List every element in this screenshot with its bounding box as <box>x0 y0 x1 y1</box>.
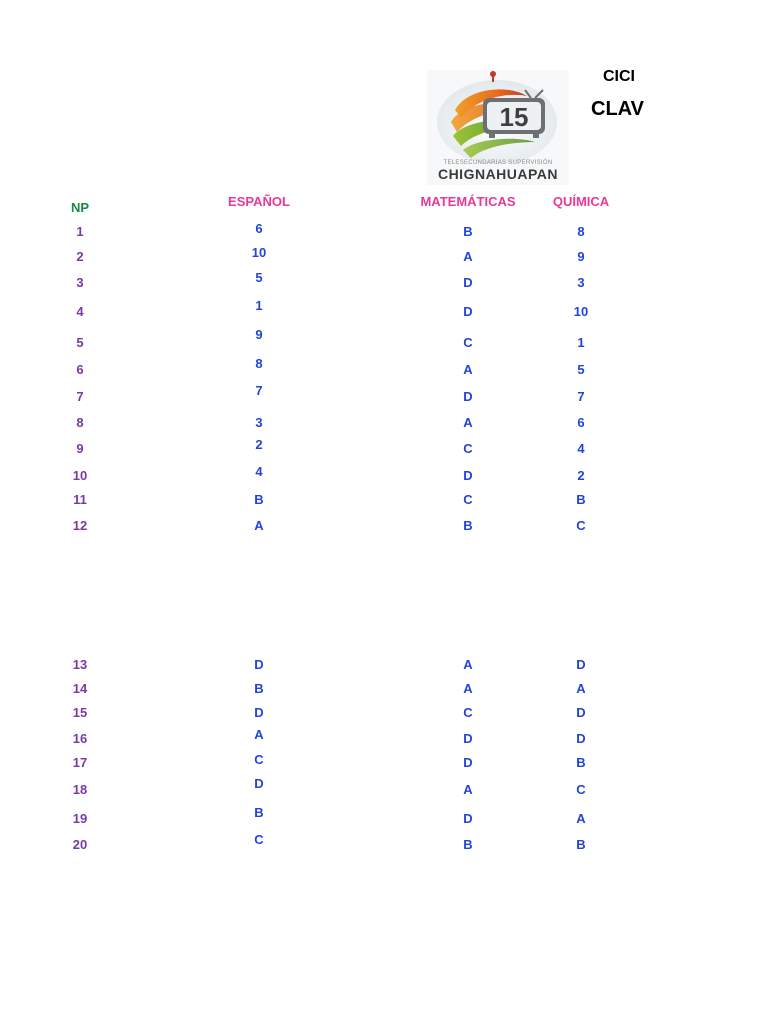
espanol-answer: C <box>254 832 264 847</box>
espanol-answer: 7 <box>255 383 263 398</box>
quimica-answer: C <box>576 782 586 797</box>
quimica-answer: C <box>576 518 586 533</box>
quimica-answer: 8 <box>577 224 585 239</box>
row-number: 6 <box>76 362 84 377</box>
matematicas-answer: A <box>463 657 473 672</box>
title-clave: CLAV <box>591 98 644 120</box>
column-header-matematicas: MATEMÁTICAS <box>420 194 516 209</box>
espanol-answer: 1 <box>255 298 263 313</box>
matematicas-answer: D <box>463 811 473 826</box>
quimica-answer: 3 <box>577 275 585 290</box>
matematicas-answer: A <box>463 415 473 430</box>
espanol-answer: A <box>254 518 264 533</box>
matematicas-answer: B <box>463 518 473 533</box>
quimica-answer: D <box>576 657 586 672</box>
logo-number: 15 <box>499 102 529 132</box>
espanol-answer: 6 <box>255 221 263 236</box>
row-number: 9 <box>76 441 84 456</box>
espanol-answer: D <box>254 657 264 672</box>
espanol-answer: A <box>254 727 264 742</box>
row-number: 17 <box>72 755 88 770</box>
matematicas-answer: C <box>463 441 473 456</box>
matematicas-answer: C <box>463 705 473 720</box>
quimica-answer: 2 <box>577 468 585 483</box>
matematicas-answer: D <box>463 275 473 290</box>
matematicas-answer: D <box>463 731 473 746</box>
row-number: 18 <box>72 782 88 797</box>
quimica-answer: A <box>576 811 586 826</box>
quimica-answer: 7 <box>577 389 585 404</box>
espanol-answer: D <box>254 705 264 720</box>
matematicas-answer: A <box>463 782 473 797</box>
row-number: 11 <box>73 492 87 507</box>
espanol-answer: B <box>254 492 264 507</box>
espanol-answer: 3 <box>255 415 263 430</box>
row-number: 5 <box>76 335 84 350</box>
espanol-answer: 5 <box>255 270 263 285</box>
quimica-answer: 1 <box>577 335 585 350</box>
column-header-np: NP <box>70 200 90 215</box>
espanol-answer: C <box>254 752 264 767</box>
row-number: 14 <box>72 681 88 696</box>
espanol-answer: B <box>254 681 264 696</box>
row-number: 16 <box>72 731 88 746</box>
column-header-espanol: ESPAÑOL <box>228 194 290 209</box>
quimica-answer: 6 <box>577 415 585 430</box>
matematicas-answer: A <box>463 249 473 264</box>
row-number: 8 <box>76 415 84 430</box>
row-number: 20 <box>72 837 88 852</box>
matematicas-answer: B <box>463 224 473 239</box>
quimica-answer: B <box>576 755 586 770</box>
quimica-answer: 4 <box>577 441 585 456</box>
espanol-answer: 9 <box>255 327 263 342</box>
quimica-answer: 9 <box>577 249 585 264</box>
row-number: 19 <box>72 811 88 826</box>
espanol-answer: 2 <box>255 437 263 452</box>
row-number: 4 <box>76 304 84 319</box>
espanol-answer: 8 <box>255 356 263 371</box>
row-number: 12 <box>72 518 88 533</box>
espanol-answer: B <box>254 805 264 820</box>
matematicas-answer: D <box>463 468 473 483</box>
quimica-answer: D <box>576 705 586 720</box>
matematicas-answer: D <box>463 304 473 319</box>
matematicas-answer: D <box>463 389 473 404</box>
quimica-answer: 10 <box>573 304 589 319</box>
espanol-answer: 4 <box>255 464 263 479</box>
espanol-answer: D <box>254 776 264 791</box>
row-number: 15 <box>72 705 88 720</box>
logo-small-text: TELESECUNDARIAS SUPERVISIÓN <box>443 160 553 166</box>
row-number: 13 <box>72 657 88 672</box>
row-number: 1 <box>76 224 84 239</box>
quimica-answer: B <box>576 837 586 852</box>
chignahuapan-logo <box>427 70 569 185</box>
matematicas-answer: D <box>463 755 473 770</box>
quimica-answer: B <box>576 492 586 507</box>
matematicas-answer: A <box>463 362 473 377</box>
row-number: 2 <box>76 249 84 264</box>
row-number: 7 <box>76 389 84 404</box>
title-ciclo: CICI <box>603 68 635 85</box>
matematicas-answer: B <box>463 837 473 852</box>
espanol-answer: 10 <box>251 245 267 260</box>
column-header-quimica: QUÍMICA <box>552 194 610 209</box>
row-number: 10 <box>72 468 88 483</box>
matematicas-answer: C <box>463 492 473 507</box>
row-number: 3 <box>76 275 84 290</box>
logo-caption: CHIGNAHUAPAN <box>437 166 559 182</box>
matematicas-answer: C <box>463 335 473 350</box>
matematicas-answer: A <box>463 681 473 696</box>
quimica-answer: A <box>576 681 586 696</box>
quimica-answer: 5 <box>577 362 585 377</box>
quimica-answer: D <box>576 731 586 746</box>
